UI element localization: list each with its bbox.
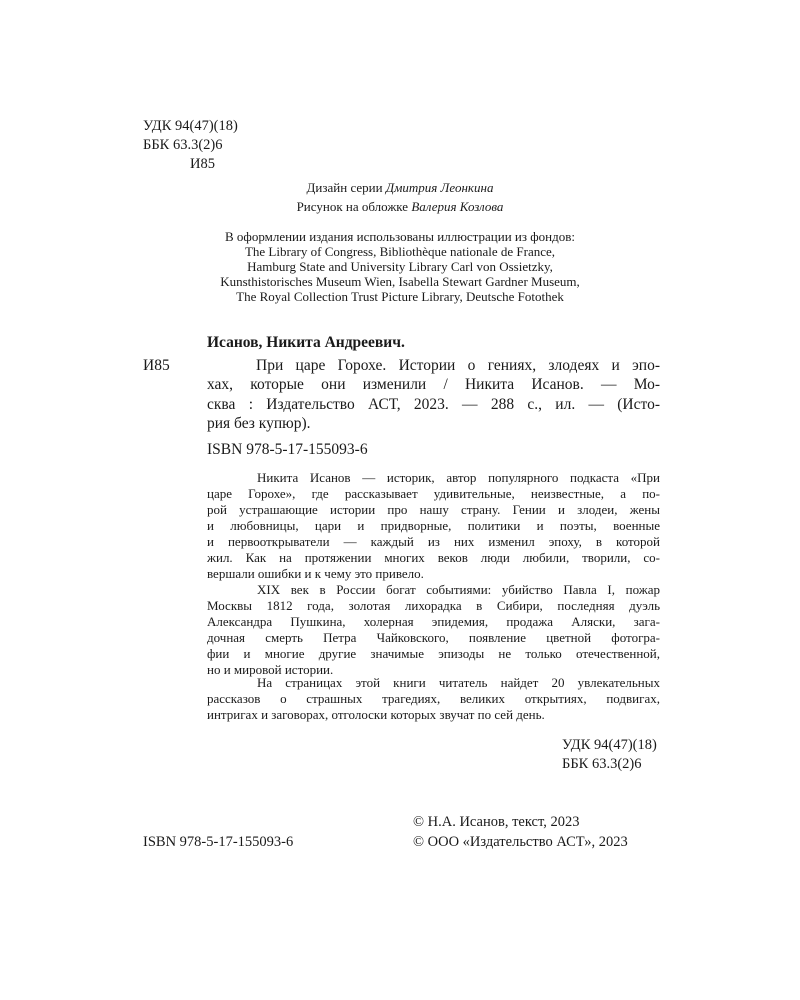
annotation-line: Никита Исанов — историк, автор популярного подкаста «При [257, 470, 660, 485]
annotation-line: Александра Пушкина, холерная эпидемия, продажа Аляски, зага- [207, 614, 660, 629]
annotation-line: царе Горохе», где рассказывает удивительные, неизвестные, а по- [207, 486, 660, 501]
annotation-line: вершали ошибки и к чему это привело. [207, 566, 424, 581]
illustration-line: The Royal Collection Trust Picture Library, Deutsche Fotothek [236, 289, 564, 304]
annotation-line: но и мировой истории. [207, 662, 334, 677]
bbk-code: ББК 63.3(2)6 [562, 756, 642, 772]
udk-code: УДК 94(47)(18) [143, 118, 238, 134]
udk-code: УДК 94(47)(18) [562, 737, 657, 753]
annotation-line: рой устрашающие истории про нашу страну. Гении и злодеи, жены [207, 502, 660, 517]
bib-author: Исанов, Никита Андреевич. [207, 334, 405, 351]
illustration-line: В оформлении издания использованы иллюстрации из фондов: [224, 229, 576, 244]
design-name: Дмитрия Леонкина [385, 180, 494, 195]
annotation-line: и первооткрыватели — каждый из них изменил эпоху, в которой [207, 534, 660, 549]
cover-label: Рисунок на обложке [296, 199, 412, 214]
design-label: Дизайн серии [306, 180, 386, 195]
bib-line: хах, которые они изменили / Никита Исанов. — Мо- [207, 376, 660, 393]
cover-art-credit [0, 200, 800, 213]
annotation-line: XIX век в России богат событиями: убийство Павла I, пожар [257, 582, 660, 597]
footer-isbn: ISBN 978-5-17-155093-6 [143, 834, 294, 850]
illustration-line: The Library of Congress, Bibliothèque nationale de France, [244, 244, 556, 259]
cover-name: Валерия Козлова [411, 199, 504, 214]
author-mark: И85 [190, 156, 215, 172]
bib-isbn: ISBN 978-5-17-155093-6 [207, 441, 368, 458]
illustration-line: Hamburg State and University Library Carl von Ossietzky, [247, 259, 553, 274]
copyright-author: © Н.А. Исанов, текст, 2023 [413, 814, 580, 830]
bbk-code: ББК 63.3(2)6 [143, 137, 223, 153]
bib-line: сква : Издательство АСТ, 2023. — 288 с., ил. — (Исто- [207, 396, 660, 413]
bib-line: рия без купюр). [207, 415, 311, 432]
bib-mark: И85 [143, 357, 170, 374]
bib-line: При царе Горохе. Истории о гениях, злодеях и эпо- [256, 357, 660, 374]
annotation-line: Москвы 1812 года, золотая лихорадка в Сибири, последняя дуэль [207, 598, 660, 613]
illustration-line: Kunsthistorisches Museum Wien, Isabella Stewart Gardner Museum, [220, 274, 580, 289]
annotation-line: рассказов о страшных трагедиях, великих открытиях, подвигах, [207, 691, 660, 706]
series-design-credit [0, 181, 800, 194]
annotation-line: фии и многие другие значимые эпизоды не только отечественной, [207, 646, 660, 661]
annotation-line: и любовницы, цари и придворные, политики и поэты, военные [207, 518, 660, 533]
annotation-line: жил. Как на протяжении многих веков люди любили, творили, со- [207, 550, 660, 565]
annotation-line: интригах и заговорах, отголоски которых звучат по сей день. [207, 707, 545, 722]
annotation-line: На страницах этой книги читатель найдет 20 увлекательных [257, 675, 660, 690]
annotation-line: дочная смерть Петра Чайковского, появление цветной фотогра- [207, 630, 660, 645]
copyright-publisher: © ООО «Издательство АСТ», 2023 [413, 834, 628, 850]
